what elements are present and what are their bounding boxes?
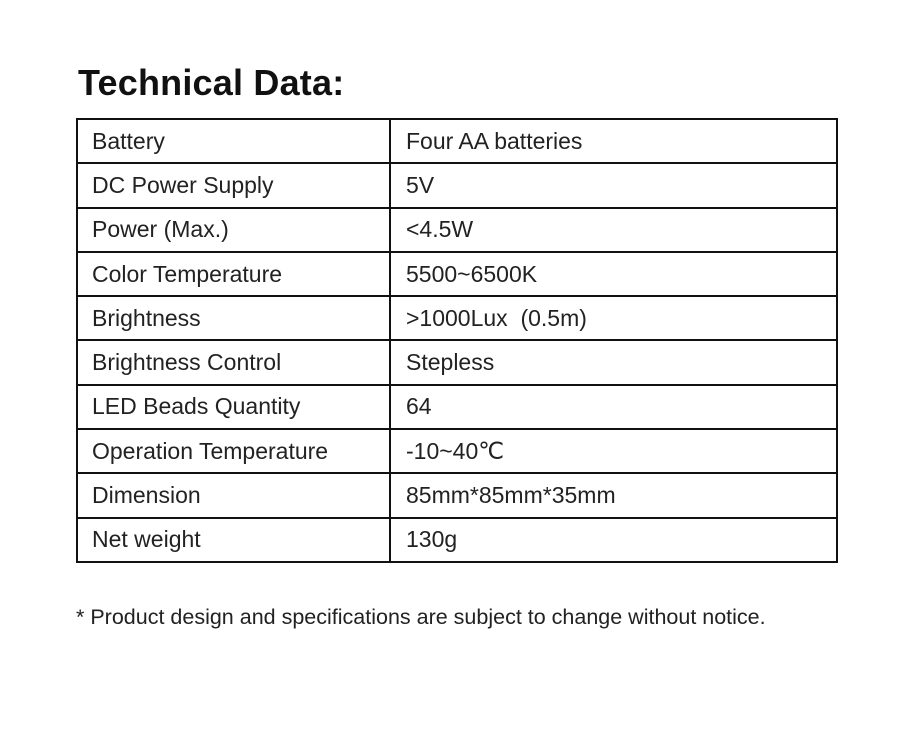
table-row	[77, 163, 837, 207]
spec-label: Net weight	[77, 518, 390, 562]
spec-value: >1000Lux (0.5m)	[390, 296, 837, 340]
spec-value: Four AA batteries	[390, 119, 837, 163]
table-row	[77, 296, 837, 340]
spec-value: 64	[390, 385, 837, 429]
spec-value: 5V	[390, 163, 837, 207]
table-row	[77, 252, 837, 296]
spec-value: 85mm*85mm*35mm	[390, 473, 837, 517]
footnote: * Product design and specifications are subject to change without notice.	[76, 605, 766, 629]
spec-value: 130g	[390, 518, 837, 562]
spec-label: LED Beads Quantity	[77, 385, 390, 429]
table-row	[77, 208, 837, 252]
table-row	[77, 340, 837, 384]
table-row	[77, 473, 837, 517]
spec-label: Battery	[77, 119, 390, 163]
spec-label: Brightness Control	[77, 340, 390, 384]
table-row	[77, 385, 837, 429]
spec-label: Dimension	[77, 473, 390, 517]
spec-label: Color Temperature	[77, 252, 390, 296]
spec-value: -10~40℃	[390, 429, 837, 473]
table-row	[77, 119, 837, 163]
table-row	[77, 518, 837, 562]
table-body	[77, 119, 837, 562]
spec-value: <4.5W	[390, 208, 837, 252]
spec-label: Brightness	[77, 296, 390, 340]
spec-label: Power (Max.)	[77, 208, 390, 252]
technical-data-table	[76, 118, 838, 563]
spec-value: 5500~6500K	[390, 252, 837, 296]
spec-value: Stepless	[390, 340, 837, 384]
table-row	[77, 429, 837, 473]
spec-label: DC Power Supply	[77, 163, 390, 207]
spec-label: Operation Temperature	[77, 429, 390, 473]
page-title: Technical Data:	[78, 62, 345, 103]
